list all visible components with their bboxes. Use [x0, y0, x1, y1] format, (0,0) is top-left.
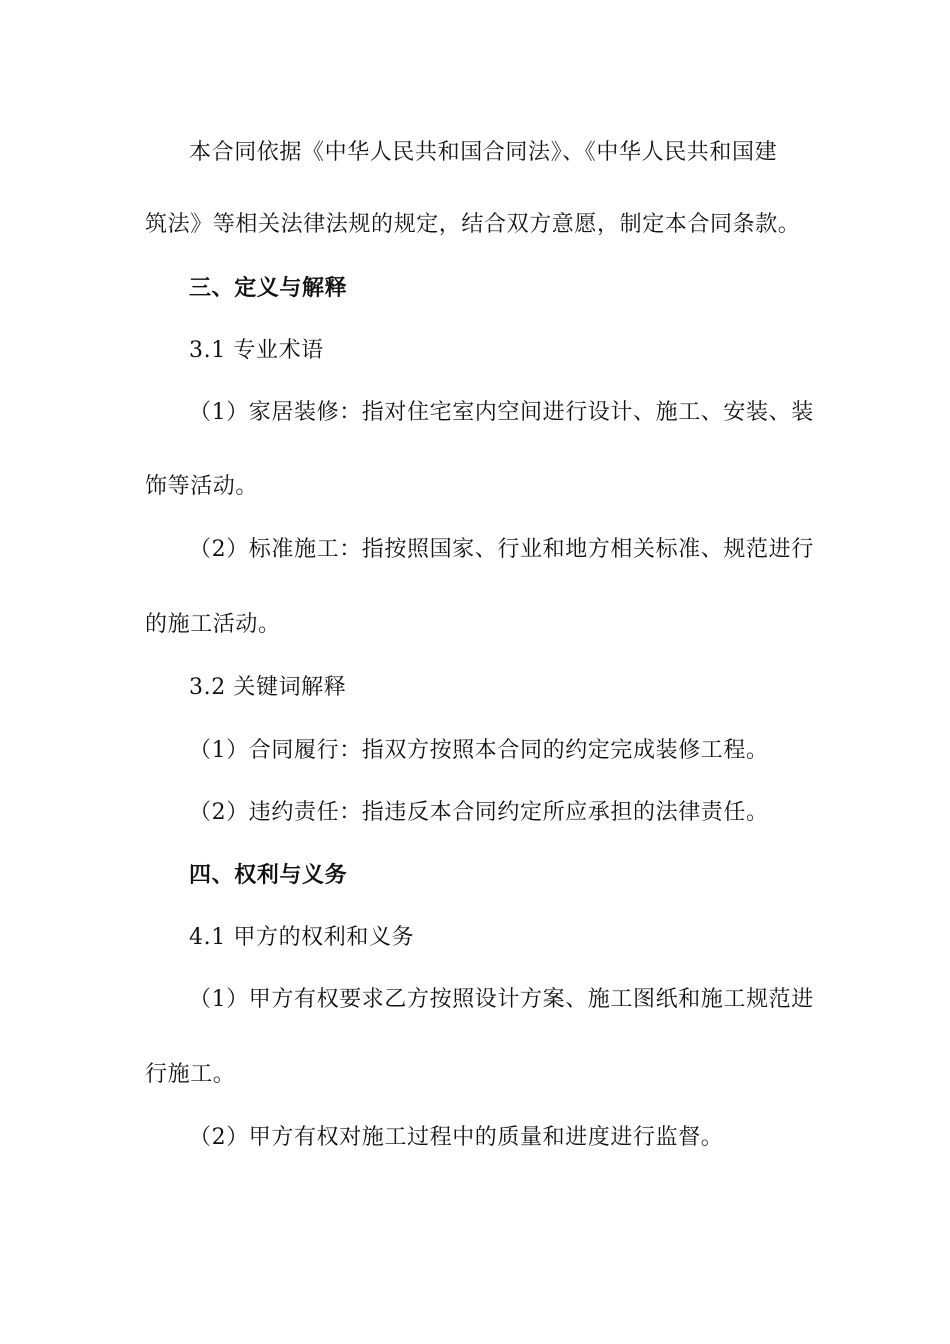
section-3-1-title: 3.1 专业术语 — [189, 338, 324, 363]
intro-paragraph-line-1: 本合同依据《中华人民共和国合同法》、《中华人民共和国建 — [189, 140, 778, 165]
section-3-2-item-1: （1）合同履行：指双方按照本合同的约定完成装修工程。 — [189, 738, 769, 763]
section-3-2-title: 3.2 关键词解释 — [189, 675, 347, 700]
section-4-1-item-2: （2）甲方有权对施工过程中的质量和进度进行监督。 — [189, 1125, 724, 1150]
section-4-1-item-1-line-2: 行施工。 — [145, 1062, 236, 1087]
intro-paragraph-line-2: 筑法》等相关法律法规的规定，结合双方意愿，制定本合同条款。 — [145, 212, 801, 237]
section-4-heading: 四、权利与义务 — [189, 862, 348, 888]
section-3-1-item-1-line-2: 饰等活动。 — [145, 474, 259, 499]
section-4-1-title: 4.1 甲方的权利和义务 — [189, 925, 415, 950]
section-3-heading: 三、定义与解释 — [189, 275, 348, 301]
section-3-2-item-2: （2）违约责任：指违反本合同约定所应承担的法律责任。 — [189, 800, 769, 825]
section-4-1-item-1-line-1: （1）甲方有权要求乙方按照设计方案、施工图纸和施工规范进 — [189, 987, 814, 1012]
section-3-1-item-2-line-1: （2）标准施工：指按照国家、行业和地方相关标准、规范进行 — [189, 537, 814, 562]
section-3-1-item-2-line-2: 的施工活动。 — [145, 612, 281, 637]
section-3-1-item-1-line-1: （1）家居装修：指对住宅室内空间进行设计、施工、安装、装 — [189, 400, 814, 425]
